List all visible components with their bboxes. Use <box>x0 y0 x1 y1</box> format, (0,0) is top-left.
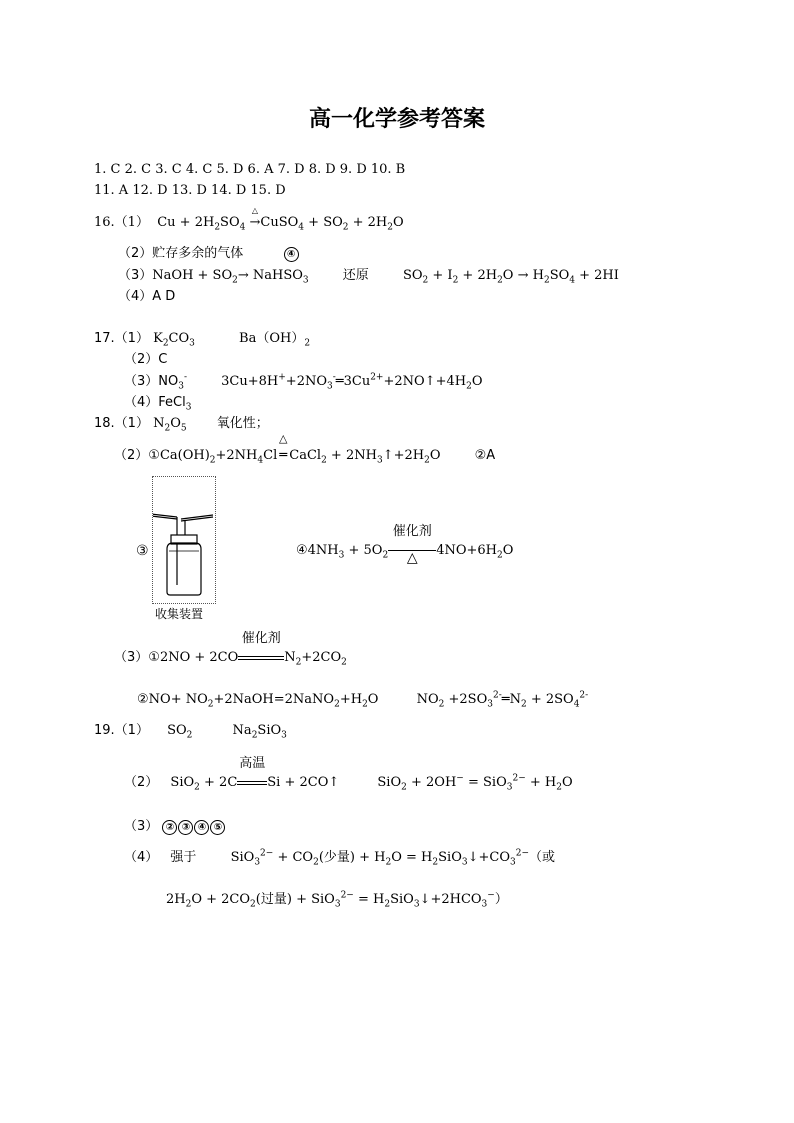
q19-part3 <box>124 819 226 835</box>
q19-part4-line1: （4） 强于 $SiO_3^{2-} + CO_2$(少量) + $H_2O$ = $H_2SiO_3↓+CO_3^{2-}$（或 <box>124 848 556 868</box>
gas-collection-apparatus <box>152 476 216 604</box>
q19-or: （或 <box>529 850 556 865</box>
heat-arrow: △ → <box>249 206 261 230</box>
q17-part2: （2）C <box>124 352 168 367</box>
q16-part4: （4）A D <box>118 289 176 304</box>
q16-part2 <box>118 246 300 262</box>
q18-part3-eq2: ②NO+ $NO_2+2NaOH=2NaNO_2+H_2O$ $NO_2$ $+2SO_3^{2-}═N_2 + 2SO_4^{2-}$ <box>137 690 589 710</box>
catalyst-heat-condition <box>388 524 436 566</box>
q19-part1: 19.（1） $SO_2$ $Na_2SiO_3$ <box>94 723 287 741</box>
q19-answer-5: ⑤ <box>210 820 225 835</box>
q19-answer-2: ② <box>162 820 177 835</box>
q16-reduction: 还原 <box>342 268 369 283</box>
q17-part3: $(3)NO_3^-$ $3Cu+8H^++2NO_3^-═3Cu^{2+}+2NO↑+4H_2O$ <box>124 372 483 392</box>
q18-oxidizing: 氧化性； <box>216 416 269 431</box>
q17-part3-label: （3）NO <box>124 374 179 389</box>
q18-part2: $(2)①Ca(OH)_2+2NH_4Cl$ △ ═ CaCl$_2$ + $2NH_3↑+2H_2O$ ②A <box>114 432 496 466</box>
q17-part1: 17.（1） $K_2CO_3$ $Ba(OH)_2$ <box>94 331 311 349</box>
high-temp-condition <box>237 756 267 791</box>
catalyst-condition <box>238 631 284 666</box>
catalyst-label: 催化剂 <box>241 631 281 646</box>
q19-little: 少量 <box>323 850 350 865</box>
q18-part2-answer2: ②A <box>474 448 496 463</box>
q18-part2-eq4: $④4NH_3 + 5O_2$ 催化剂 △ $4NO+6H_2O$ <box>296 524 514 566</box>
q19-excess: 过量 <box>260 892 287 907</box>
q19-answer-4: ④ <box>194 820 209 835</box>
q16-part1: 16.（1） $Cu + 2H_2SO_4$ △ →CuSO$_4$ + $SO_2 + 2H_2O$ <box>94 206 404 233</box>
heat-equals: △ ═ <box>279 432 288 463</box>
q16-part2-label: （2）贮存多余的气体 <box>118 246 244 261</box>
q16-part3-label: （3） <box>118 268 153 283</box>
q19-part3-label: （3） <box>124 819 159 834</box>
q17-part1-label: 17.（1） <box>94 331 149 346</box>
apparatus-caption: 收集装置 <box>155 607 204 621</box>
mc-answers-line-1: 1. C 2. C 3. C 4. C 5. D 6. A 7. D 8. D 9. D 10. B <box>94 162 406 177</box>
q18-part2-label: （2）① <box>114 448 160 463</box>
q18-part1: 18.（1） $N_2O_5$ 氧化性； <box>94 416 269 434</box>
catalyst-label: 催化剂 <box>392 524 432 539</box>
q19-part2: （2） SiO$_2$ + 2C 高温 Si + 2CO↑ $SiO_2 + 2OH^- = SiO_3^{2-} + H_2O$ <box>124 756 573 793</box>
q17-part4: （4）FeCl$_3$ <box>124 395 192 413</box>
q19-stronger: 强于 <box>170 850 197 865</box>
q19-part2-label: （2） <box>124 775 159 790</box>
page-title: 高一化学参考答案 <box>308 107 485 132</box>
heat-symbol: △ <box>251 206 259 215</box>
q19-answer-3: ③ <box>178 820 193 835</box>
collection-bottle-icon <box>153 477 215 603</box>
high-temp-label: 高温 <box>239 756 266 771</box>
q18-part3-label: （3）① <box>114 650 160 665</box>
heat-symbol: △ <box>279 432 288 445</box>
mc-answers-line-2: 11. A 12. D 13. D 14. D 15. D <box>94 183 286 198</box>
q18-circ3: ③ <box>136 543 149 559</box>
q18-part3-eq1: （3）①2NO + 2CO 催化剂 $N_2+2CO_2$ <box>114 631 347 668</box>
q16-part2-answer: ④ <box>284 247 299 262</box>
q19-part4-line2: $2H_2O + 2CO_2$(过量) + $SiO_3^{2-} = H_2SiO_3↓+2HCO_3^-$） <box>166 890 508 910</box>
q16-number: 16.（1） <box>94 215 149 230</box>
q19-part1-label: 19.（1） <box>94 723 149 738</box>
heat-symbol: △ <box>406 550 418 566</box>
q19-part4-label: （4） <box>124 850 159 865</box>
q16-part3: （3）NaOH + $SO_2\to$ NaHSO$_3$ 还原 $SO_2 + I_2 + 2H_2O \to H_2SO_4 + 2HI$ <box>118 268 619 286</box>
q18-part1-label: 18.（1） <box>94 416 149 431</box>
q17-part4-label: （4）FeCl <box>124 395 186 410</box>
